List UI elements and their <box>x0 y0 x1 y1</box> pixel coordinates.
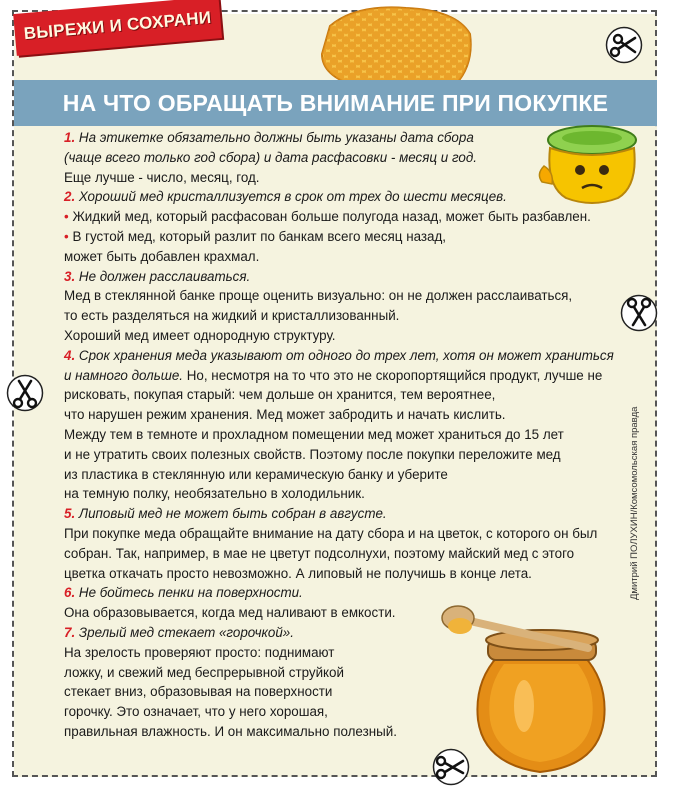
bullet: • <box>64 209 69 225</box>
tip-title: Зрелый мед стекает «горочкой». <box>78 624 294 640</box>
body-line <box>64 326 644 346</box>
scissors-icon <box>605 26 643 64</box>
body-line <box>64 247 644 267</box>
tip-number: 2. <box>64 189 76 205</box>
line-text: При покупке меда обращайте внимание на дату сбора и на цветок, с которого он был <box>64 525 598 541</box>
line-text: Жидкий мед, который расфасован больше полугода назад, может быть разбавлен. <box>72 209 591 225</box>
body-line <box>64 524 644 544</box>
line-text: На зрелость проверяют просто: поднимают <box>64 644 335 660</box>
tip-heading <box>64 128 644 148</box>
line-text: собран. Так, например, в мае не цветут подсолнухи, поэтому майский мед с этого <box>64 545 575 561</box>
tip-title: Не бойтесь пенки на поверхности. <box>78 585 303 601</box>
tip-heading <box>64 187 644 207</box>
line-text: и не утратить своих полезных свойств. Поэтому после покупки переложите мед <box>64 446 561 462</box>
body-line <box>64 306 644 326</box>
photo-credit: Дмитрий ПОЛУХИН/Комсомольская правда <box>629 406 640 600</box>
scissors-icon <box>6 374 44 412</box>
line-text: Хороший мед имеет однородную структуру. <box>64 327 336 343</box>
line-text: стекает вниз, образовывая на поверхности <box>64 684 333 700</box>
body-line <box>64 425 644 445</box>
tip-title: На этикетке обязательно должны быть указаны дата сбора <box>78 130 474 145</box>
body-line <box>64 564 644 584</box>
tip-title: Хороший мед кристаллизуется в срок от трех до шести месяцев. <box>78 189 507 205</box>
line-text: ложку, и свежий мед беспрерывной струйкой <box>64 664 344 680</box>
honeycomb-image <box>316 4 474 88</box>
body-line <box>64 366 644 386</box>
line-text: Она образовывается, когда мед наливают в емкости. <box>64 605 396 621</box>
body-line <box>64 484 644 504</box>
body-line <box>64 148 644 168</box>
line-text: может быть добавлен крахмал. <box>64 248 260 264</box>
tip-number: 6. <box>64 585 76 601</box>
line-text: Но, несмотря на то что это не скоропортящийся продукт, лучше не <box>183 367 603 383</box>
line-text: что нарушен режим хранения. Мед может забродить и начать кислить. <box>64 407 506 423</box>
body-line <box>64 603 644 623</box>
tip-title: Срок хранения меда указывают от одного до трех лет, хотя он может храниться <box>78 347 614 363</box>
tip-number: 7. <box>64 624 76 640</box>
body-line <box>64 643 644 663</box>
body-line <box>64 445 644 465</box>
tip-heading <box>64 583 644 603</box>
page-title: НА ЧТО ОБРАЩАТЬ ВНИМАНИЕ ПРИ ПОКУПКЕ <box>62 89 609 116</box>
body-line <box>64 682 644 702</box>
line-text: Между тем в темноте и прохладном помещении мед может храниться до 15 лет <box>64 426 564 442</box>
tip-heading <box>64 346 644 366</box>
tip-title: (чаще всего только год сбора) и дата расфасовки - месяц и год. <box>64 149 477 165</box>
body-line <box>64 286 644 306</box>
article-body <box>64 128 644 742</box>
line-text: правильная влажность. И он максимально полезный. <box>64 723 397 739</box>
body-line <box>64 465 644 485</box>
body-line <box>64 227 644 247</box>
tip-heading <box>64 623 644 643</box>
line-text: Мед в стеклянной банке проще оценить визуально: он не должен расслаиваться, <box>64 288 573 304</box>
line-text: то есть разделяться на жидкий и кристаллизованный. <box>64 308 400 324</box>
line-text: горочку. Это означает, что у него хорошая, <box>64 704 328 720</box>
body-line <box>64 702 644 722</box>
body-line <box>64 544 644 564</box>
body-line <box>64 385 644 405</box>
tip-number: 1. <box>64 130 76 145</box>
tip-heading <box>64 504 644 524</box>
body-line <box>64 405 644 425</box>
tip-title: и намного дольше. <box>64 367 184 383</box>
line-text: В густой мед, который разлит по банкам всего месяц назад, <box>72 228 447 244</box>
bullet: • <box>64 228 69 244</box>
tip-title: Липовый мед не может быть собран в августе. <box>78 506 387 522</box>
line-text: рисковать, покупая старый: чем дольше он хранится, тем вероятнее, <box>64 387 496 403</box>
tip-heading <box>64 267 644 287</box>
line-text: из пластика в стеклянную или керамическую банку и уберите <box>64 466 448 482</box>
tip-title: Не должен расслаиваться. <box>78 268 251 284</box>
tip-number: 4. <box>64 347 76 363</box>
badge-label: ВЫРЕЖИ И СОХРАНИ <box>23 7 213 44</box>
line-text: цветка откачать просто невозможно. А липовый не получишь в конце лета. <box>64 565 532 581</box>
body-line <box>64 722 644 742</box>
line-text: Еще лучше - число, месяц, год. <box>64 169 260 185</box>
body-line <box>64 207 644 227</box>
line-text: на темную полку, необязательно в холодильник. <box>64 486 365 502</box>
body-line <box>64 168 644 188</box>
tip-number: 5. <box>64 506 76 522</box>
body-line <box>64 663 644 683</box>
tip-number: 3. <box>64 268 76 284</box>
